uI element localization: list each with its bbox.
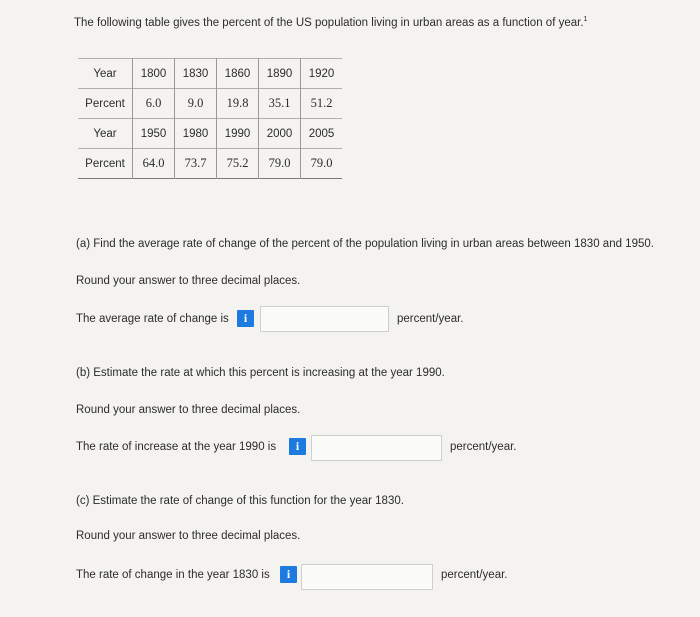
- info-icon[interactable]: i: [237, 310, 254, 327]
- table-cell: 1860: [217, 59, 259, 89]
- table-cell: 75.2: [217, 149, 259, 179]
- table-row: [78, 149, 342, 179]
- table-row: [78, 59, 342, 89]
- table-cell: 1890: [259, 59, 301, 89]
- table-cell: 35.1: [259, 89, 301, 119]
- problem-intro: [74, 16, 587, 29]
- row-label: Percent: [78, 89, 133, 119]
- part-b-prompt: The rate of increase at the year 1990 is: [76, 441, 277, 453]
- part-c-instruction: Round your answer to three decimal places.: [76, 530, 301, 542]
- part-a-unit: percent/year.: [397, 313, 464, 325]
- table-cell: 2005: [308, 127, 335, 140]
- part-c-question: (c) Estimate the rate of change of this function for the year 1830.: [76, 495, 404, 507]
- table-cell: 1990: [217, 119, 259, 149]
- urban-population-table: [78, 58, 342, 179]
- table-cell: 1950: [133, 119, 175, 149]
- table-cell: 51.2: [310, 96, 333, 110]
- row-label: Year: [78, 119, 133, 149]
- table-cell: 1800: [133, 59, 175, 89]
- part-a-instruction: Round your answer to three decimal places.: [76, 275, 301, 287]
- table-cell: 79.0: [259, 149, 301, 179]
- footnote-marker[interactable]: 1: [583, 16, 588, 23]
- table-cell: 1920: [308, 67, 335, 80]
- table-cell: 64.0: [133, 149, 175, 179]
- table-cell: 2000: [259, 119, 301, 149]
- table-cell: 73.7: [175, 149, 217, 179]
- table-cell: 6.0: [133, 89, 175, 119]
- info-icon[interactable]: i: [280, 566, 297, 583]
- part-b-question: (b) Estimate the rate at which this percent is increasing at the year 1990.: [76, 367, 445, 379]
- row-label: Year: [78, 59, 133, 89]
- intro-text: The following table gives the percent of the US population living in urban areas as a function of year.: [74, 16, 584, 29]
- part-c-prompt: The rate of change in the year 1830 is: [76, 569, 270, 581]
- part-b-answer-input[interactable]: [311, 435, 442, 461]
- table-row: [78, 119, 342, 149]
- table-cell: 79.0: [310, 156, 333, 170]
- table-cell: 1980: [175, 119, 217, 149]
- row-label: Percent: [78, 149, 133, 179]
- part-b-unit: percent/year.: [450, 441, 517, 453]
- table-row: [78, 89, 342, 119]
- part-a-prompt: The average rate of change is: [76, 313, 229, 325]
- part-c-unit: percent/year.: [441, 569, 508, 581]
- table-cell: 19.8: [217, 89, 259, 119]
- table-cell: 9.0: [175, 89, 217, 119]
- part-a-answer-input[interactable]: [260, 306, 389, 332]
- table-cell: 1830: [175, 59, 217, 89]
- part-b-instruction: Round your answer to three decimal places.: [76, 404, 301, 416]
- part-a-question: (a) Find the average rate of change of the percent of the population living in urban areas between 1830 and 1950.: [76, 238, 654, 250]
- part-c-answer-input[interactable]: [301, 564, 433, 590]
- info-icon[interactable]: i: [289, 438, 306, 455]
